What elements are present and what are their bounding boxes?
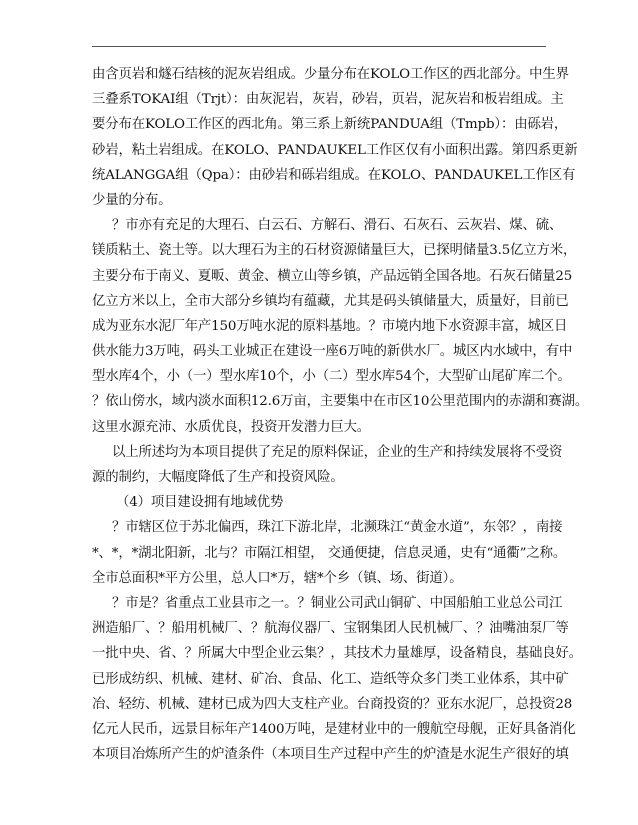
text-line: 少量的分布。 xyxy=(92,192,172,208)
text-line: 以上所述均为本项目提供了充足的原料保证，企业的生产和持续发展将不受资 xyxy=(112,444,563,460)
text-line: 三叠系TOKAI组（Trjt）：由灰泥岩，灰岩，砂岩，页岩，泥灰岩和板岩组成。主 xyxy=(92,92,564,108)
text-line: 主要分布于南义、夏畈、黄金、横立山等乡镇，产品远销全国各地。石灰石储量25 xyxy=(92,268,573,284)
text-line: ？市亦有充足的大理石、白云石、方解石、滑石、石灰石、云灰岩、煤、硫、 xyxy=(112,218,563,234)
text-line: 成为亚东水泥厂年产150万吨水泥的原料基地。？市境内地下水资源丰富，城区日 xyxy=(92,318,568,334)
text-line: 亿元人民币，远景目标年产1400万吨，是建材业中的一艘航空母舰，正好具备消化 xyxy=(92,721,576,737)
text-line: 一批中央、省、？所属大中型企业云集？，其技术力量雄厚，设备精良，基础良好。 xyxy=(92,646,582,662)
text-line: 亿立方米以上，全市大部分乡镇均有蕴藏，尤其是码头镇储量大，质量好，目前已 xyxy=(92,293,569,309)
text-line: 源的制约，大幅度降低了生产和投资风险。 xyxy=(92,470,344,485)
text-line: 全市总面积*平方公里，总人口*万，辖*个乡（镇、场、街道）。 xyxy=(92,570,463,586)
text-line: 由含页岩和燧石结核的泥灰岩组成。少量分布在KOLO工作区的西北部分。中生界 xyxy=(92,67,569,82)
text-line: 本项目冶炼所产生的炉渣条件（本项目生产过程中产生的炉渣是水泥生产很好的填 xyxy=(92,747,569,763)
text-line: （4）项目建设拥有地域优势 xyxy=(116,495,284,511)
text-line: 砂岩，粘土岩组成。在KOLO、PANDAUKEL工作区仅有小面积出露。第四系更新 xyxy=(92,142,578,158)
text-line: 型水库4个，小（一）型水库10个，小（二）型水库54个，大型矿山尾矿库二个。 xyxy=(92,369,571,385)
text-line: 冶、轻纺、机械、建材已成为四大支柱产业。台商投资的？亚东水泥厂，总投资28 xyxy=(92,696,573,712)
header-rule xyxy=(92,46,546,47)
text-line: 供水能力3万吨，码头工业城正在建设一座6万吨的新供水厂。城区内水域中，有中 xyxy=(92,344,573,360)
body-text xyxy=(92,62,589,767)
text-line: 洲造船厂、？船用机械厂、？航海仪器厂、宝钢集团人民机械厂、？油嘴油泵厂等 xyxy=(92,621,569,637)
text-line: 统ALANGGA组（Qpa）：由砂岩和砾岩组成。在KOLO、PANDAUKEL工作区有 xyxy=(92,167,576,183)
text-line: 这里水源充沛、水质优良，投资开发潜力巨大。 xyxy=(92,419,371,435)
text-line: ？依山傍水，域内淡水面积12.6万亩，主要集中在市区10公里范围内的赤湖和赛湖。 xyxy=(92,394,589,410)
text-line: ？市是？省重点工业县市之一。？铜业公司武山铜矿、中国船舶工业总公司江 xyxy=(112,595,563,611)
text-line: 已形成纺织、机械、建材、矿冶、食品、化工、造纸等众多门类工业体系，其中矿 xyxy=(92,671,569,687)
text-line: 镁质粘土、瓷土等。以大理石为主的石材资源储量巨大，已探明储量3.5亿立方米， xyxy=(92,243,577,259)
text-line: ？市辖区位于苏北偏西，珠江下游北岸，北濒珠江“黄金水道”，东邻？，南接 xyxy=(112,520,563,536)
text-line: 要分布在KOLO工作区的西北角。第三系上新统PANDUA组（Tmpb）：由砾岩， xyxy=(92,117,568,133)
text-line: *、*，*湖北阳新，北与？市隔江相望， 交通便捷，信息灵通，史有“通衢”之称。 xyxy=(92,545,567,561)
